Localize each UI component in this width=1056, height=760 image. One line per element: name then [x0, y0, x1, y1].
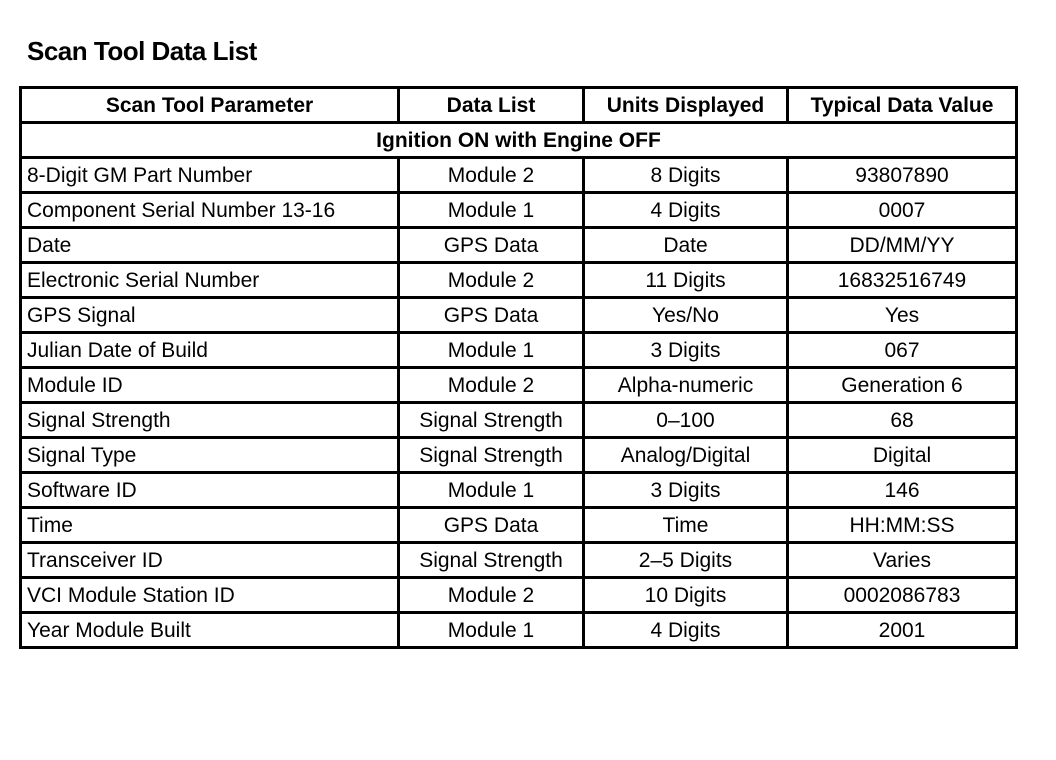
- cell-parameter: Time: [21, 508, 399, 543]
- section-label: Ignition ON with Engine OFF: [21, 123, 1017, 158]
- cell-parameter: 8-Digit GM Part Number: [21, 158, 399, 193]
- table-row: [21, 473, 1017, 508]
- cell-data-list: Module 2: [399, 578, 584, 613]
- cell-parameter: Electronic Serial Number: [21, 263, 399, 298]
- cell-parameter: Transceiver ID: [21, 543, 399, 578]
- table-row: [21, 368, 1017, 403]
- cell-data-list: Module 1: [399, 473, 584, 508]
- cell-data-list: Module 2: [399, 158, 584, 193]
- table-row: [21, 333, 1017, 368]
- cell-units: 3 Digits: [584, 473, 788, 508]
- cell-parameter: Signal Strength: [21, 403, 399, 438]
- cell-units: 3 Digits: [584, 333, 788, 368]
- table-row: [21, 193, 1017, 228]
- table-row: [21, 578, 1017, 613]
- cell-data-list: Signal Strength: [399, 543, 584, 578]
- cell-typical-value: 0007: [788, 193, 1017, 228]
- cell-parameter: Module ID: [21, 368, 399, 403]
- table-row: [21, 263, 1017, 298]
- cell-typical-value: 146: [788, 473, 1017, 508]
- cell-typical-value: 2001: [788, 613, 1017, 648]
- cell-data-list: Module 1: [399, 333, 584, 368]
- cell-data-list: Module 1: [399, 193, 584, 228]
- table-row: [21, 543, 1017, 578]
- cell-units: Time: [584, 508, 788, 543]
- cell-typical-value: HH:MM:SS: [788, 508, 1017, 543]
- cell-parameter: Software ID: [21, 473, 399, 508]
- cell-data-list: Module 2: [399, 263, 584, 298]
- cell-parameter: Year Module Built: [21, 613, 399, 648]
- cell-parameter: Date: [21, 228, 399, 263]
- cell-data-list: Signal Strength: [399, 438, 584, 473]
- scan-tool-data-table: [19, 86, 1018, 649]
- cell-parameter: VCI Module Station ID: [21, 578, 399, 613]
- table-body: [21, 123, 1017, 648]
- cell-parameter: Julian Date of Build: [21, 333, 399, 368]
- column-header-typical-value: Typical Data Value: [788, 88, 1017, 123]
- cell-units: 10 Digits: [584, 578, 788, 613]
- cell-parameter: GPS Signal: [21, 298, 399, 333]
- cell-units: Yes/No: [584, 298, 788, 333]
- cell-parameter: Signal Type: [21, 438, 399, 473]
- cell-typical-value: 93807890: [788, 158, 1017, 193]
- cell-typical-value: 0002086783: [788, 578, 1017, 613]
- page-title: Scan Tool Data List: [27, 36, 257, 66]
- table-header-row: [21, 88, 1017, 123]
- cell-units: 2–5 Digits: [584, 543, 788, 578]
- section-row: [21, 123, 1017, 158]
- cell-units: 4 Digits: [584, 613, 788, 648]
- cell-units: 4 Digits: [584, 193, 788, 228]
- cell-units: 11 Digits: [584, 263, 788, 298]
- cell-data-list: GPS Data: [399, 228, 584, 263]
- cell-typical-value: Varies: [788, 543, 1017, 578]
- table-row: [21, 403, 1017, 438]
- table-row: [21, 508, 1017, 543]
- table-row: [21, 298, 1017, 333]
- cell-units: Date: [584, 228, 788, 263]
- cell-typical-value: DD/MM/YY: [788, 228, 1017, 263]
- table-row: [21, 613, 1017, 648]
- cell-data-list: Module 2: [399, 368, 584, 403]
- cell-parameter: Component Serial Number 13-16: [21, 193, 399, 228]
- cell-data-list: GPS Data: [399, 298, 584, 333]
- table-row: [21, 158, 1017, 193]
- cell-data-list: Signal Strength: [399, 403, 584, 438]
- column-header-parameter: Scan Tool Parameter: [21, 88, 399, 123]
- cell-typical-value: 68: [788, 403, 1017, 438]
- cell-data-list: GPS Data: [399, 508, 584, 543]
- cell-units: Alpha-numeric: [584, 368, 788, 403]
- table-row: [21, 228, 1017, 263]
- cell-units: 0–100: [584, 403, 788, 438]
- cell-data-list: Module 1: [399, 613, 584, 648]
- column-header-data-list: Data List: [399, 88, 584, 123]
- cell-typical-value: Generation 6: [788, 368, 1017, 403]
- cell-units: 8 Digits: [584, 158, 788, 193]
- column-header-units: Units Displayed: [584, 88, 788, 123]
- cell-typical-value: Yes: [788, 298, 1017, 333]
- cell-typical-value: Digital: [788, 438, 1017, 473]
- table-row: [21, 438, 1017, 473]
- cell-units: Analog/Digital: [584, 438, 788, 473]
- cell-typical-value: 067: [788, 333, 1017, 368]
- cell-typical-value: 16832516749: [788, 263, 1017, 298]
